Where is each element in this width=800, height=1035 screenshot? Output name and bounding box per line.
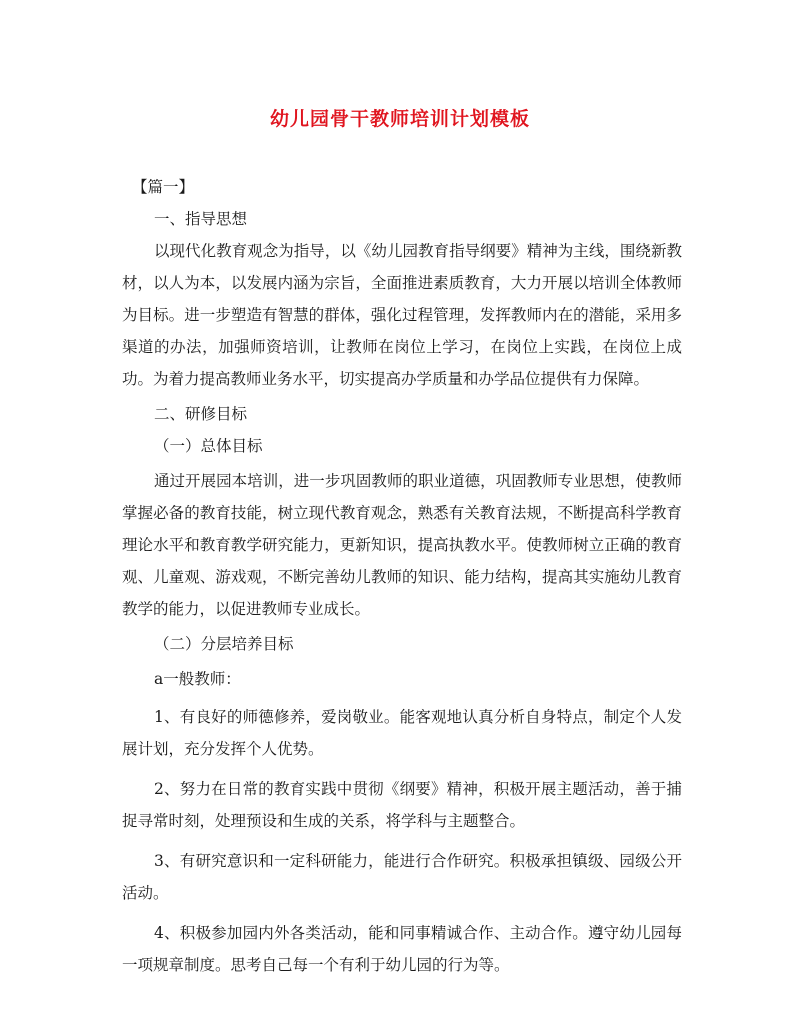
section-heading-training-goals: 二、研修目标 xyxy=(154,405,248,423)
subheading-layered-goals: （二）分层培养目标 xyxy=(154,635,294,653)
list-item: 1、有良好的师德修养，爱岗敬业。能客观地认真分析自身特点，制定个人发展计划，充分发挥个人优势。 xyxy=(122,708,682,758)
document-title: 幼儿园骨干教师培训计划模板 xyxy=(269,108,530,130)
document-body xyxy=(122,171,682,981)
list-item: 2、努力在日常的教育实践中贯彻《纲要》精神，积极开展主题活动，善于捕捉寻常时刻，处理预设和生成的关系，将学科与主题整合。 xyxy=(122,780,682,830)
subheading-overall-goal: （一）总体目标 xyxy=(154,437,263,455)
section-heading-guiding-ideology: 一、指导思想 xyxy=(154,210,248,228)
list-item: 3、有研究意识和一定科研能力，能进行合作研究。积极承担镇级、园级公开活动。 xyxy=(122,852,682,902)
list-item: 4、积极参加园内外各类活动，能和同事精诚合作、主动合作。遵守幼儿园每一项规章制度。思考自己每一个有利于幼儿园的行为等。 xyxy=(122,924,682,974)
paragraph-overall-goal: 通过开展园本培训，进一步巩固教师的职业道德，巩固教师专业思想，使教师掌握必备的教育技能，树立现代教育观念，熟悉有关教育法规，不断提高科学教育理论水平和教育教学研究能力，更新知识，提高执教水平。使教师树立正确的教育观、儿童观、游戏观，不断完善幼儿教师的知识、能力结构，提高其实施幼儿教育教学的能力，以促进教师专业成长。 xyxy=(122,472,682,618)
group-label-general-teachers: a一般教师： xyxy=(154,670,241,688)
section-marker: 【篇一】 xyxy=(132,178,195,196)
paragraph-guiding-ideology: 以现代化教育观念为指导，以《幼儿园教育指导纲要》精神为主线，围绕新教材，以人为本，以发展内涵为宗旨，全面推进素质教育，大力开展以培训全体教师为目标。进一步塑造有智慧的群体，强化过程管理，发挥教师内在的潜能，采用多渠道的办法，加强师资培训，让教师在岗位上学习，在岗位上实践，在岗位上成功。为着力提高教师业务水平，切实提高办学质量和办学品位提供有力保障。 xyxy=(122,242,682,388)
